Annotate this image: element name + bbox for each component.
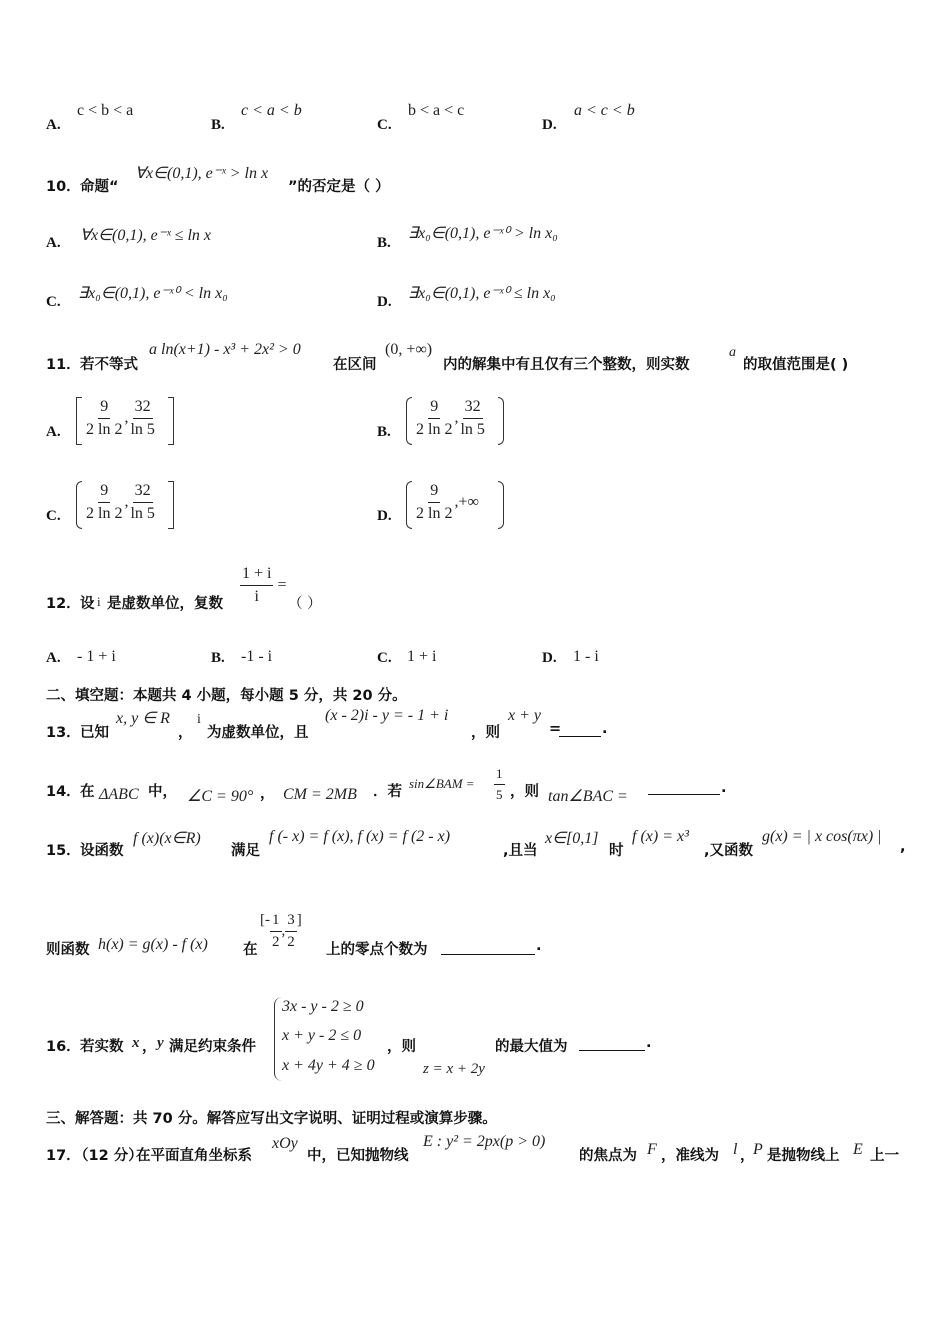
question-math: f (x)(x∈R): [133, 830, 201, 847]
question-text: 的最大值为: [495, 1039, 568, 1055]
question-text: 已知: [80, 725, 109, 741]
question-math: a ln(x+1) - x³ + 2x² > 0: [149, 341, 301, 358]
question-text: ，: [178, 725, 193, 741]
option-expr: ∀x∈(0,1), e⁻ˣ ≤ ln x: [80, 227, 212, 244]
fraction: $\frac{9}{2 \ln 2}$: [86, 398, 123, 438]
question-text: ,且当: [503, 843, 538, 859]
option-label: C.: [46, 294, 61, 310]
option-label: D.: [377, 508, 392, 524]
question-var: E: [853, 1141, 863, 1158]
constraint: x + 4y + 4 ≥ 0: [282, 1057, 375, 1074]
question-stem: 命题“: [80, 179, 119, 195]
question-number: 12．: [46, 596, 81, 612]
question-text: 为虚数单位，且: [207, 725, 309, 741]
question-number: 11．: [46, 357, 81, 373]
question-var: i: [97, 594, 101, 609]
question-end: .: [646, 1035, 652, 1051]
option-label: C.: [46, 508, 61, 524]
bracket-left: [76, 397, 82, 445]
question-text: ，则: [471, 725, 500, 741]
question-math: tan∠BAC =: [548, 788, 628, 805]
complex-fraction: $\frac{1 + i}{i}$ =: [242, 565, 287, 605]
question-number: 14．: [46, 784, 81, 800]
question-text: 内的解集中有且仅有三个整数，则实数: [443, 357, 690, 373]
option-label: B.: [377, 235, 391, 251]
question-number: 17．: [46, 1148, 81, 1164]
option-expr: 1 + i: [407, 648, 437, 665]
option-d-interval: $\frac{9}{2 \ln 2}$ ,+∞: [406, 481, 506, 529]
option-label: D.: [542, 650, 557, 666]
question-text: ．若: [373, 784, 402, 800]
paren-left: [406, 397, 412, 445]
question-math: f (- x) = f (x), f (x) = f (2 - x): [269, 828, 451, 845]
answer-blank[interactable]: [648, 780, 720, 795]
question-text: 若不等式: [80, 357, 138, 373]
option-label: D.: [542, 117, 557, 133]
option-c-interval: $\frac{9}{2 \ln 2}$ , $\frac{32}{\ln 5}$: [76, 481, 176, 529]
question-text: 满足约束条件: [169, 1039, 256, 1055]
question-text: 的取值范围是( ): [743, 357, 849, 373]
question-end: .: [721, 780, 727, 796]
option-b-interval: $\frac{9}{2 \ln 2}$ , $\frac{32}{\ln 5}$: [406, 397, 506, 445]
option-expr: ∃x₀∈(0,1), e⁻ˣ⁰ ≤ ln x₀: [408, 285, 556, 302]
question-var: l: [733, 1141, 738, 1158]
question-math: f (x) = x³: [632, 828, 689, 845]
question-math: (x - 2)i - y = - 1 + i: [325, 707, 449, 724]
question-text: ，: [142, 1039, 157, 1055]
question-text: =: [549, 721, 562, 737]
option-label: A.: [46, 117, 61, 133]
question-text: 在区间: [333, 357, 377, 373]
answer-paren: （ ）: [288, 596, 322, 612]
question-math: xOy: [272, 1135, 298, 1152]
option-label: C.: [377, 117, 392, 133]
question-number: 10．: [46, 179, 81, 195]
question-math: x∈[0,1]: [545, 830, 599, 847]
question-text: 是虚数单位，复数: [107, 596, 223, 612]
paren-left: [76, 481, 82, 529]
question-text: 设: [80, 596, 95, 612]
question-end: .: [602, 721, 608, 737]
question-math: ΔABC: [99, 786, 139, 803]
question-var: y: [157, 1035, 164, 1051]
fraction: $\frac{9}{2 \ln 2}$: [416, 482, 453, 522]
constraint: 3x - y - 2 ≥ 0: [282, 998, 364, 1015]
question-text: ,: [900, 839, 906, 855]
question-text: 的焦点为: [579, 1148, 637, 1164]
question-text: 在: [243, 942, 258, 958]
question-math: x + y: [508, 707, 541, 724]
question-text: 在平面直角坐标系: [136, 1148, 252, 1164]
question-var: i: [197, 712, 201, 727]
option-label: A.: [46, 650, 61, 666]
option-expr: -1 - i: [241, 648, 273, 665]
paren-left: [406, 481, 412, 529]
option-expr: b < a < c: [408, 102, 465, 119]
question-text: 上一: [870, 1148, 899, 1164]
option-label: A.: [46, 235, 61, 251]
option-label: A.: [46, 424, 61, 440]
option-expr: - 1 + i: [77, 648, 116, 665]
question-text: ，准线为: [661, 1148, 719, 1164]
question-text: 满足: [231, 843, 260, 859]
paren-right: [498, 481, 504, 529]
section-heading: 三、解答题：共 70 分。解答应写出文字说明、证明过程或演算步骤。: [46, 1111, 497, 1127]
option-expr: ∃x₀∈(0,1), e⁻ˣ⁰ > ln x₀: [408, 225, 558, 242]
question-math: (0, +∞): [385, 341, 433, 358]
option-a-interval: $\frac{9}{2 \ln 2}$ , $\frac{32}{\ln 5}$: [76, 397, 176, 445]
fraction: $\frac{9}{2 \ln 2}$: [86, 482, 123, 522]
question-points: （12 分）: [74, 1148, 143, 1164]
option-label: D.: [377, 294, 392, 310]
question-number: 15．: [46, 843, 81, 859]
option-label: B.: [211, 650, 225, 666]
question-var: a: [729, 345, 736, 360]
question-text: ，则: [510, 784, 539, 800]
question-math: z = x + 2y: [423, 1061, 485, 1077]
option-expr: c < b < a: [77, 102, 134, 119]
question-math: h(x) = g(x) - f (x): [98, 936, 208, 953]
question-var: F: [647, 1141, 657, 1158]
question-math: g(x) = | x cos(πx) |: [762, 828, 882, 845]
option-expr: a < c < b: [574, 102, 635, 119]
option-expr: c < a < b: [241, 102, 302, 119]
fraction: $\frac{1}{5}$: [496, 766, 503, 802]
paren-right: [498, 397, 504, 445]
question-var: x: [132, 1035, 140, 1051]
fraction: $\frac{32}{\ln 5}$: [130, 482, 155, 522]
question-text: ，: [260, 786, 275, 802]
question-text: 设函数: [80, 843, 124, 859]
section-heading: 二、填空题：本题共 4 小题，每小题 5 分，共 20 分。: [46, 688, 407, 704]
question-end: .: [536, 938, 542, 954]
question-text: 上的零点个数为: [326, 942, 428, 958]
question-math: ∠C = 90°: [187, 788, 254, 805]
question-text: 中，已知抛物线: [307, 1148, 409, 1164]
answer-blank[interactable]: [559, 722, 601, 737]
question-text: 在: [80, 784, 95, 800]
fraction: $\frac{32}{\ln 5}$: [460, 398, 485, 438]
question-text: 中，: [148, 784, 177, 800]
question-text: 是抛物线上: [767, 1148, 840, 1164]
question-var: P: [753, 1141, 763, 1158]
question-math: E : y² = 2px(p > 0): [423, 1133, 546, 1150]
question-text: ，: [740, 1148, 755, 1164]
question-number: 13．: [46, 725, 81, 741]
bracket-right: [168, 481, 174, 529]
question-text: 则函数: [46, 942, 90, 958]
constraint: x + y - 2 ≤ 0: [282, 1027, 362, 1044]
option-expr: ∃x₀∈(0,1), e⁻ˣ⁰ < ln x₀: [78, 285, 228, 302]
question-math: ∀x∈(0,1), e⁻ˣ > ln x: [135, 165, 269, 182]
bracket-right: [168, 397, 174, 445]
interval-expr: [- $\frac{1}{2}$ , $\frac{3}{2}$ ]: [260, 912, 302, 950]
option-label: C.: [377, 650, 392, 666]
question-math: CM = 2MB: [283, 786, 357, 803]
fraction: $\frac{9}{2 \ln 2}$: [416, 398, 453, 438]
question-math: sin∠BAM =: [409, 776, 475, 791]
question-text: ，则: [387, 1039, 416, 1055]
question-math: x, y ∈ R: [116, 710, 170, 727]
question-text: 若实数: [80, 1039, 124, 1055]
answer-blank[interactable]: [579, 1036, 645, 1051]
question-stem: ”的否定是（ ）: [288, 179, 390, 195]
option-label: B.: [377, 424, 391, 440]
option-expr: 1 - i: [573, 648, 599, 665]
answer-blank[interactable]: [441, 940, 535, 955]
question-text: 时: [609, 843, 624, 859]
option-label: B.: [211, 117, 225, 133]
question-text: ,又函数: [704, 843, 754, 859]
fraction: $\frac{32}{\ln 5}$: [130, 398, 155, 438]
question-number: 16．: [46, 1039, 81, 1055]
